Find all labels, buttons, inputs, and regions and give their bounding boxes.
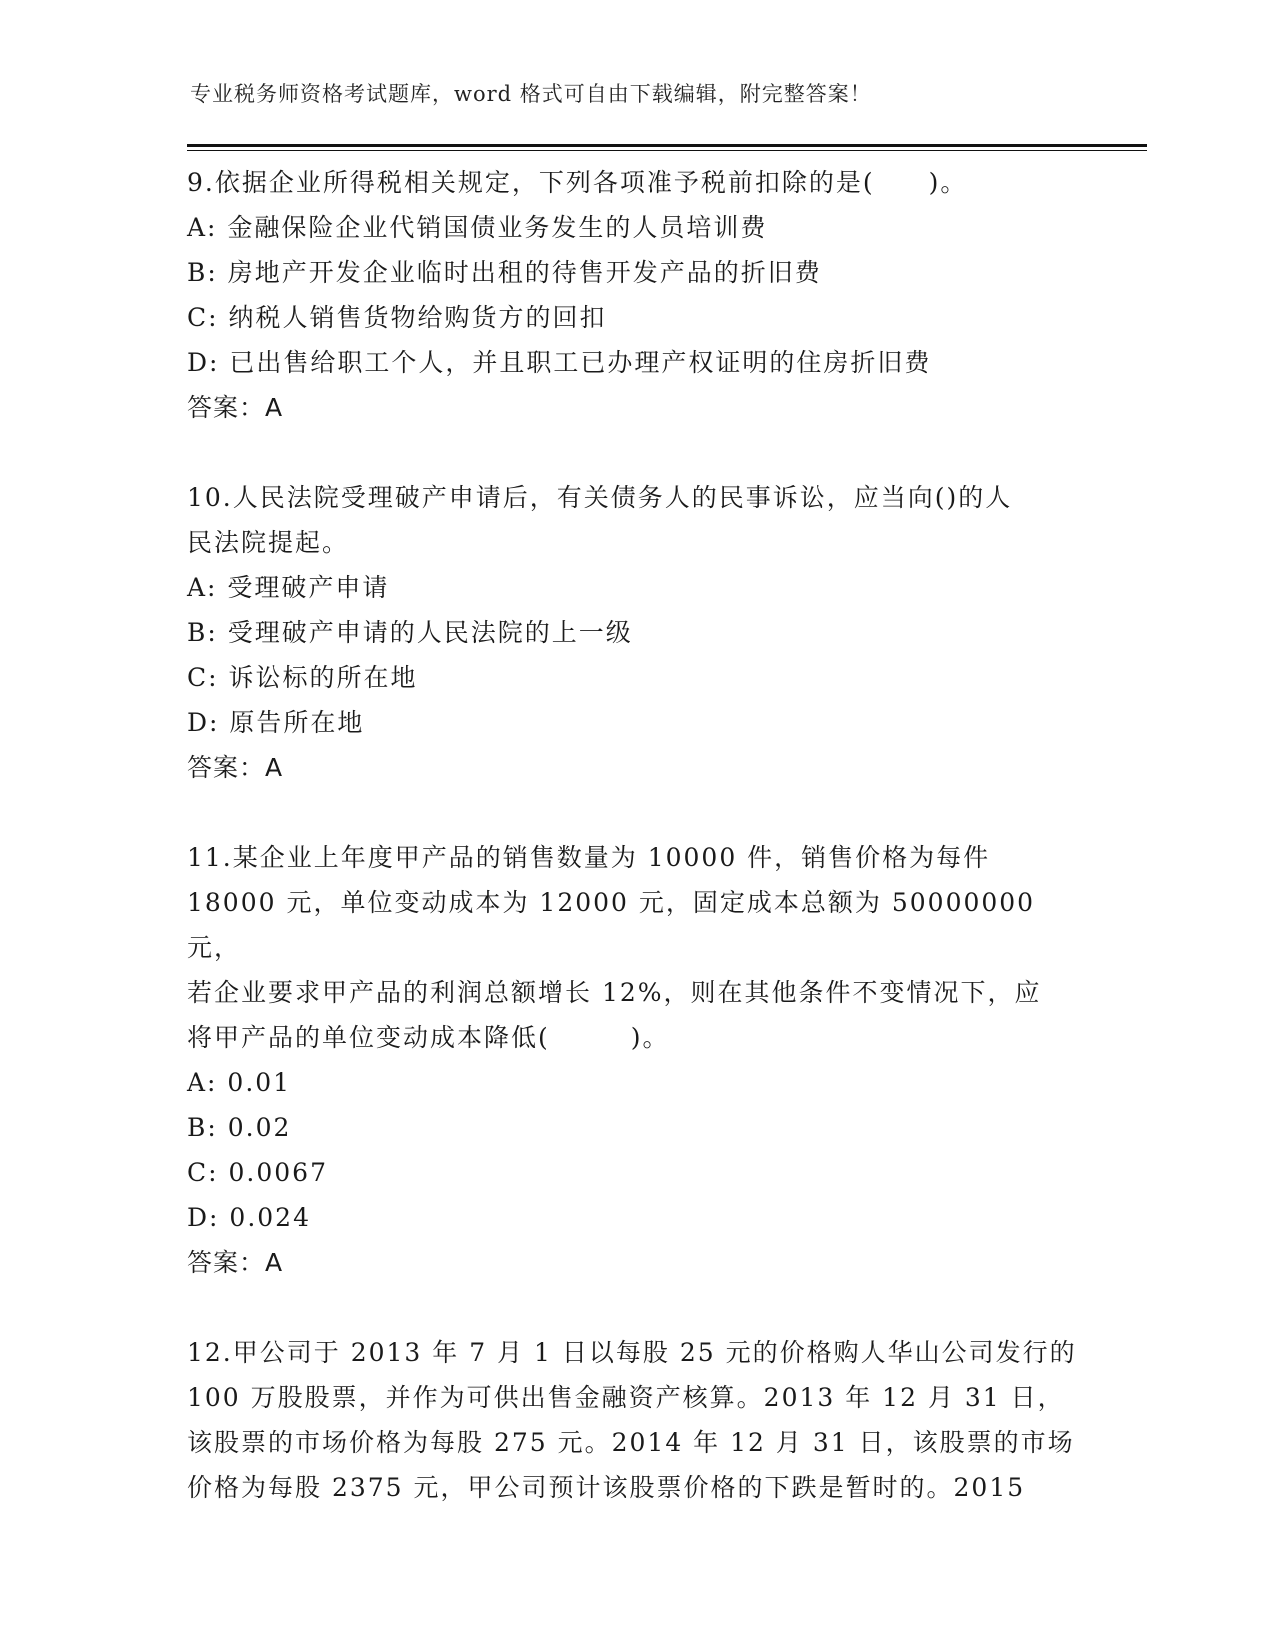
option-a: A: 金融保险企业代销国债业务发生的人员培训费 xyxy=(187,213,768,242)
header-rule-thick xyxy=(187,144,1147,147)
option-d: D: 已出售给职工个人，并且职工已办理产权证明的住房折旧费 xyxy=(187,348,932,377)
question-stem: 价格为每股 2375 元，甲公司预计该股票价格的下跌是暂时的。2015 xyxy=(187,1473,1026,1502)
option-a: A: 0.01 xyxy=(187,1068,292,1097)
option-a: A: 受理破产申请 xyxy=(187,573,390,602)
option-d: D: 原告所在地 xyxy=(187,708,365,737)
question-stem: 民法院提起。 xyxy=(187,528,350,557)
question-10 xyxy=(187,475,1087,790)
answer: 答案：A xyxy=(187,753,284,782)
option-b: B: 房地产开发企业临时出租的待售开发产品的折旧费 xyxy=(187,258,822,287)
question-stem: 若企业要求甲产品的利润总额增长 12%，则在其他条件不变情况下，应 xyxy=(187,978,1042,1007)
question-list xyxy=(187,160,1087,1510)
question-stem: 将甲产品的单位变动成本降低( )。 xyxy=(187,1023,670,1052)
answer: 答案：A xyxy=(187,1248,284,1277)
question-stem: 11.某企业上年度甲产品的销售数量为 10000 件，销售价格为每件 xyxy=(187,843,991,872)
question-11 xyxy=(187,835,1087,1285)
page-header: 专业税务师资格考试题库，word 格式可自由下载编辑，附完整答案！ xyxy=(190,82,872,106)
question-stem: 该股票的市场价格为每股 275 元。2014 年 12 月 31 日，该股票的市场 xyxy=(187,1428,1075,1457)
question-stem: 9.依据企业所得税相关规定，下列各项准予税前扣除的是( )。 xyxy=(187,168,968,197)
question-stem: 10.人民法院受理破产申请后，有关债务人的民事诉讼，应当向()的人 xyxy=(187,483,1013,512)
header-rule-thin xyxy=(187,150,1147,151)
question-12 xyxy=(187,1330,1087,1510)
question-9 xyxy=(187,160,1087,430)
option-b: B: 受理破产申请的人民法院的上一级 xyxy=(187,618,633,647)
spacer xyxy=(187,790,1087,835)
spacer xyxy=(187,430,1087,475)
question-stem: 100 万股股票，并作为可供出售金融资产核算。2013 年 12 月 31 日， xyxy=(187,1383,1065,1412)
spacer xyxy=(187,1285,1087,1330)
option-d: D: 0.024 xyxy=(187,1203,311,1232)
question-stem: 12.甲公司于 2013 年 7 月 1 日以每股 25 元的价格购人华山公司发行的 xyxy=(187,1338,1077,1367)
option-c: C: 纳税人销售货物给购货方的回扣 xyxy=(187,303,607,332)
answer: 答案：A xyxy=(187,393,284,422)
option-c: C: 0.0067 xyxy=(187,1158,328,1187)
question-stem: 18000 元，单位变动成本为 12000 元，固定成本总额为 50000000 元， xyxy=(187,888,1036,962)
option-c: C: 诉讼标的所在地 xyxy=(187,663,418,692)
option-b: B: 0.02 xyxy=(187,1113,292,1142)
